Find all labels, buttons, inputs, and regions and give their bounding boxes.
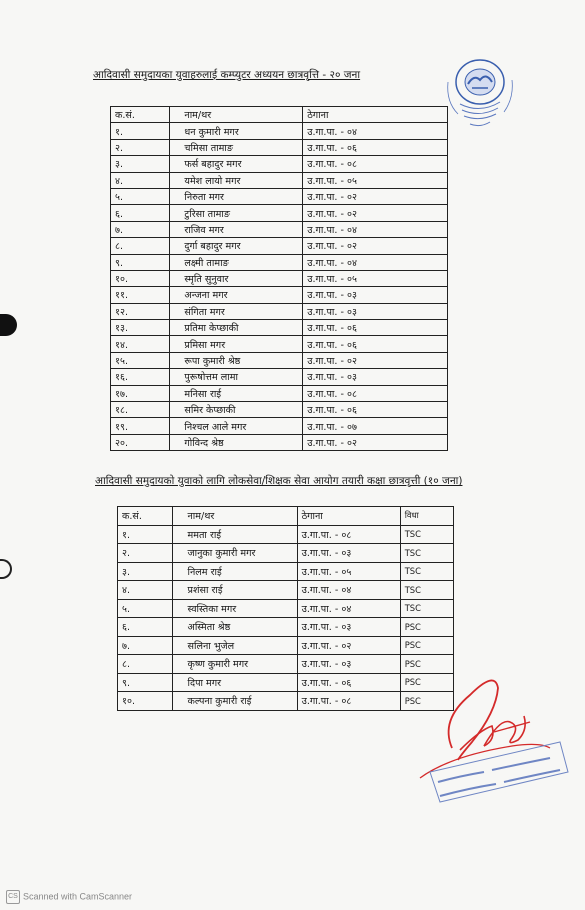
table-row [111, 172, 448, 188]
row-category: PSC [400, 692, 453, 711]
row-address: उ.गा.पा. - ०५ [303, 270, 448, 286]
table-row [111, 303, 448, 319]
row-address: उ.गा.पा. - ०५ [297, 562, 400, 581]
row-serial: ३. [111, 156, 170, 172]
row-serial: ९. [111, 254, 170, 270]
table-row [111, 156, 448, 172]
row-address: उ.गा.पा. - ०८ [297, 525, 400, 544]
punch-hole-mark-outline [0, 559, 12, 579]
row-name: ममता राई [173, 525, 297, 544]
row-address: उ.गा.पा. - ०६ [303, 139, 448, 155]
table-row [111, 434, 448, 450]
row-address: उ.गा.पा. - ०३ [297, 618, 400, 637]
signature-and-stamp [400, 660, 580, 820]
section2-title: आदिवासी समुदायको युवाको लागि लोकसेवा/शिक्षक सेवा आयोग तयारी कक्षा छात्रवृत्ती (१० जना) [95, 475, 463, 487]
row-serial: १८. [111, 402, 170, 418]
row-serial: १३. [111, 320, 170, 336]
row-category: PSC [400, 636, 453, 655]
row-name: अस्मिता श्रेष्ठ [173, 618, 297, 637]
row-name: सलिना भुजेल [173, 636, 297, 655]
row-serial: ८. [111, 238, 170, 254]
row-serial: १७. [111, 385, 170, 401]
row-category: TSC [400, 544, 453, 563]
row-category: TSC [400, 599, 453, 618]
row-serial: ९. [118, 673, 173, 692]
punch-hole-mark [0, 314, 17, 336]
row-name: राजिव मगर [170, 221, 303, 237]
row-name: दिपा मगर [173, 673, 297, 692]
row-name: निलम राई [173, 562, 297, 581]
row-serial: ४. [111, 172, 170, 188]
table-row [111, 418, 448, 434]
table-row [118, 562, 454, 581]
office-seal-stamp [438, 52, 522, 140]
row-category: PSC [400, 655, 453, 674]
row-name: दुर्गा बहादुर मगर [170, 238, 303, 254]
row-address: उ.गा.पा. - ०४ [297, 599, 400, 618]
row-name: यमेश लायो मगर [170, 172, 303, 188]
row-address: उ.गा.पा. - ०६ [303, 402, 448, 418]
row-address: उ.गा.पा. - ०४ [297, 581, 400, 600]
camscanner-logo-icon: CS [6, 890, 20, 904]
table-header-row [111, 107, 448, 123]
row-address: उ.गा.पा. - ०८ [303, 385, 448, 401]
row-serial: २. [118, 544, 173, 563]
row-address: उ.गा.पा. - ०२ [303, 434, 448, 450]
row-name: रूपा कुमारी श्रेष्ठ [170, 352, 303, 368]
row-name: मनिसा राई [170, 385, 303, 401]
row-name: पुरूषोत्तम लामा [170, 369, 303, 385]
row-serial: १४. [111, 336, 170, 352]
row-serial: १५. [111, 352, 170, 368]
table-row [111, 123, 448, 139]
table-row [111, 287, 448, 303]
header-category: विधा [400, 507, 453, 526]
row-serial: १. [118, 525, 173, 544]
row-name: गोविन्द श्रेष्ठ [170, 434, 303, 450]
row-address: उ.गा.पा. - ०७ [303, 418, 448, 434]
section1-title: आदिवासी समुदायका युवाहरुलाई कम्प्युटर अध्ययन छात्रवृत्ति - २० जना [93, 69, 361, 81]
table-row [111, 352, 448, 368]
row-serial: ६. [118, 618, 173, 637]
row-name: कृष्ण कुमारी मगर [173, 655, 297, 674]
table-row [111, 238, 448, 254]
row-serial: ७. [111, 221, 170, 237]
table-row [118, 636, 454, 655]
row-address: उ.गा.पा. - ०४ [303, 123, 448, 139]
table-row [111, 402, 448, 418]
table-row [118, 525, 454, 544]
row-address: उ.गा.पा. - ०६ [303, 320, 448, 336]
row-address: उ.गा.पा. - ०६ [303, 336, 448, 352]
row-address: उ.गा.पा. - ०३ [303, 369, 448, 385]
header-address: ठेगाना [303, 107, 448, 123]
scanner-watermark-text: Scanned with CamScanner [23, 891, 133, 902]
row-name: अन्जना मगर [170, 287, 303, 303]
scanner-watermark [6, 890, 132, 904]
table-row [111, 221, 448, 237]
row-serial: ११. [111, 287, 170, 303]
row-name: लक्ष्मी तामाङ [170, 254, 303, 270]
row-name: जानुका कुमारी मगर [173, 544, 297, 563]
table-row [111, 188, 448, 204]
row-name: टुरिसा तामाङ [170, 205, 303, 221]
row-category: TSC [400, 525, 453, 544]
row-serial: ३. [118, 562, 173, 581]
table-row [111, 385, 448, 401]
row-category: TSC [400, 581, 453, 600]
row-address: उ.गा.पा. - ०५ [303, 172, 448, 188]
row-category: TSC [400, 562, 453, 581]
table-row [111, 205, 448, 221]
section1-table [110, 106, 448, 451]
header-sn: क.सं. [111, 107, 170, 123]
row-serial: १०. [111, 270, 170, 286]
row-name: प्रतिमा केप्छाकी [170, 320, 303, 336]
row-serial: १९. [111, 418, 170, 434]
row-category: PSC [400, 673, 453, 692]
row-name: संगिता मगर [170, 303, 303, 319]
section1-table-body [111, 123, 448, 451]
header-name: नाम/थर [170, 107, 303, 123]
row-address: उ.गा.पा. - ०२ [297, 636, 400, 655]
header-address: ठेगाना [297, 507, 400, 526]
row-serial: ५. [118, 599, 173, 618]
row-address: उ.गा.पा. - ०३ [303, 287, 448, 303]
row-serial: २०. [111, 434, 170, 450]
table-row [111, 369, 448, 385]
row-name: फर्स बहादुर मगर [170, 156, 303, 172]
row-name: निरुता मगर [170, 188, 303, 204]
row-address: उ.गा.पा. - ०३ [297, 655, 400, 674]
row-serial: ८. [118, 655, 173, 674]
table-row [111, 270, 448, 286]
table-row [118, 581, 454, 600]
table-row [111, 336, 448, 352]
row-serial: १. [111, 123, 170, 139]
row-address: उ.गा.पा. - ०२ [303, 188, 448, 204]
row-name: धन कुमारी मगर [170, 123, 303, 139]
row-name: स्वस्तिका मगर [173, 599, 297, 618]
row-serial: २. [111, 139, 170, 155]
row-address: उ.गा.पा. - ०३ [297, 544, 400, 563]
row-category: PSC [400, 618, 453, 637]
row-serial: १६. [111, 369, 170, 385]
table-row [111, 254, 448, 270]
row-serial: ६. [111, 205, 170, 221]
row-address: उ.गा.पा. - ०८ [303, 156, 448, 172]
header-sn: क.सं. [118, 507, 173, 526]
row-serial: ७. [118, 636, 173, 655]
row-address: उ.गा.पा. - ०६ [297, 673, 400, 692]
table-row [118, 599, 454, 618]
row-address: उ.गा.पा. - ०२ [303, 352, 448, 368]
table-row [118, 544, 454, 563]
row-address: उ.गा.पा. - ०३ [303, 303, 448, 319]
row-name: चमिसा तामाङ [170, 139, 303, 155]
row-name: प्रमिसा मगर [170, 336, 303, 352]
table-row [111, 139, 448, 155]
row-name: स्मृति सुनुवार [170, 270, 303, 286]
row-serial: ५. [111, 188, 170, 204]
row-name: निश्चल आले मगर [170, 418, 303, 434]
row-name: समिर केप्छाकी [170, 402, 303, 418]
table-header-row [118, 507, 454, 526]
row-serial: १०. [118, 692, 173, 711]
row-address: उ.गा.पा. - ०४ [303, 221, 448, 237]
row-name: प्रशंसा राई [173, 581, 297, 600]
table-row [118, 618, 454, 637]
row-address: उ.गा.पा. - ०२ [303, 205, 448, 221]
header-name: नाम/थर [173, 507, 297, 526]
row-serial: १२. [111, 303, 170, 319]
table-row [111, 320, 448, 336]
row-address: उ.गा.पा. - ०४ [303, 254, 448, 270]
row-serial: ४. [118, 581, 173, 600]
row-address: उ.गा.पा. - ०२ [303, 238, 448, 254]
row-name: कल्पना कुमारी राई [173, 692, 297, 711]
row-address: उ.गा.पा. - ०८ [297, 692, 400, 711]
